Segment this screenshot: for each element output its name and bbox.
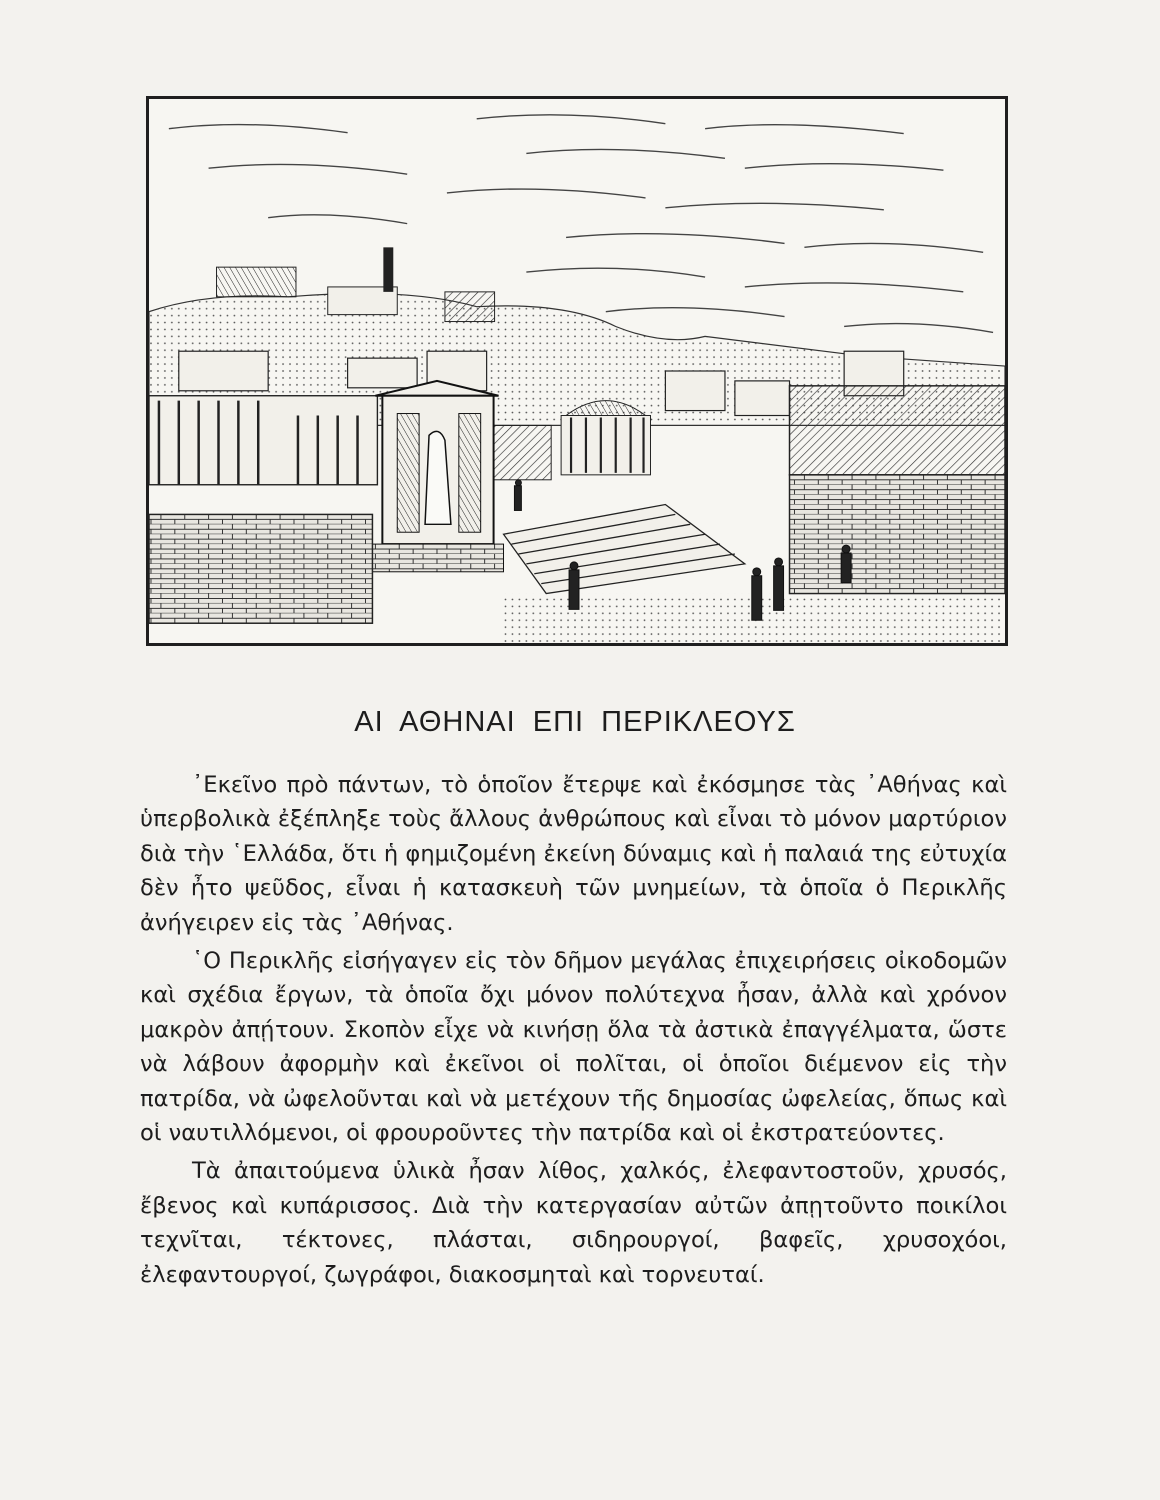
right-brick-wall	[790, 475, 1005, 594]
paragraph: ῾Ο Περικλῆς εἰσήγαγεν εἰς τὸν δῆμον μεγάλας ἐπιχειρήσεις οἰκοδομῶν καὶ σχέδια ἔργων, τὰ ὁποῖα ὄχι μόνον πολύτεχνα ἦσαν, ἀλλὰ καὶ χρόνον μακρὸν ἀπῄτουν. Σκοπὸν εἶχε νὰ κινήσῃ ὅλα τὰ ἀστικὰ ἐπαγγέλματα, ὥστε νὰ λάβουν ἀφορμὴν καὶ ἐκεῖνοι οἱ πολῖται, οἱ ὁποῖοι διέμενον εἰς τὴν πατρίδα, νὰ ὠφελοῦνται καὶ νὰ μετέχουν τῆς δημοσίας ὠφελείας, ὅπως καὶ οἱ ναυτιλλόμενοι, οἱ φρουροῦντες τὴν πατρίδα καὶ οἱ ἐκστρατεύοντες.	[140, 948, 1007, 1147]
right-building	[790, 386, 1005, 475]
monument-pillar-left	[397, 414, 419, 533]
body-text	[140, 768, 1007, 1296]
central-steps	[504, 505, 745, 594]
left-stoa	[149, 396, 377, 485]
engraving-drawing	[149, 99, 1005, 643]
tholos	[561, 416, 650, 475]
paragraph: Τὰ ἀπαιτούμενα ὑλικὰ ἦσαν λίθος, χαλκός, ἐλεφαντοστοῦν, χρυσός, ἔβενος καὶ κυπάρισσος. Διὰ τὴν κατεργασίαν αὐτῶν ἀπῃτοῦντο ποικίλοι τεχνῖται, τέκτονες, πλάσται, σιδηρουργοί, βαφεῖς, χρυσοχόοι, ἐλεφαντουργοί, ζωγράφοι, διακοσμηταὶ καὶ τορνευταί.	[140, 1158, 1007, 1288]
ancient-athens-engraving-icon	[146, 96, 1008, 646]
athena-statue	[383, 247, 393, 292]
paragraph: ᾿Εκεῖνο πρὸ πάντων, τὸ ὁποῖον ἔτερψε καὶ ἐκόσμησε τὰς ᾿Αθήνας καὶ ὑπερβολικὰ ἐξέπληξε τοὺς ἄλλους ἀνθρώπους καὶ εἶναι τὸ μόνον μαρτύριον διὰ τὴν ῾Ελλάδα, ὅτι ἡ φημιζομένη ἐκείνη δύναμις καὶ ἡ παλαιά της εὐτυχία δὲν ἦτο ψεῦδος, εἶναι ἡ κατασκευὴ τῶν μνημείων, τὰ ὁποῖα ὁ Περικλῆς ἀνήγειρεν εἰς τὰς ᾿Αθήνας.	[140, 772, 1007, 936]
left-brick-wall	[149, 514, 372, 623]
monument-pillar-right	[459, 414, 481, 533]
acropolis-building	[445, 292, 495, 322]
page-title: ΑΙ ΑΘΗΝΑΙ ΕΠΙ ΠΕΡΙΚΛΕΟΥΣ	[354, 706, 796, 738]
monument-base	[372, 544, 503, 572]
parthenon	[217, 267, 296, 297]
